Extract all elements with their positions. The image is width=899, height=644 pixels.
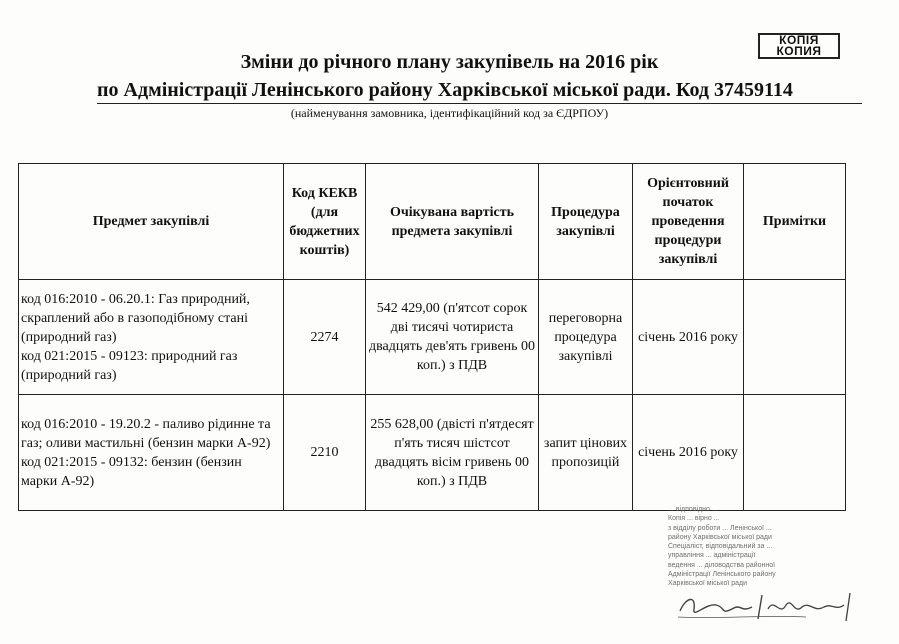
- registration-stamp: [668, 505, 868, 623]
- cell-notes: [744, 395, 846, 511]
- header-subject: Предмет закупівлі: [19, 164, 284, 280]
- subject-code-016: код 016:2010 - 06.20.1: Газ природний, скраплений або в газоподібному стані (природний газ): [21, 291, 250, 345]
- copy-stamp-line-ua: КОПІЯ: [779, 33, 819, 47]
- stamp-line: управління ... адміністрації: [668, 552, 756, 560]
- stamp-line: Харківської міської ради: [668, 580, 748, 588]
- stamp-line: ведення ... діловодства районної: [668, 561, 776, 569]
- stamp-line: Копія ... вірно ...: [668, 515, 720, 523]
- stamp-line: з відділу роботи ... Ленінської ...: [668, 524, 772, 532]
- cell-subject: [19, 280, 284, 395]
- table-row: [19, 395, 846, 511]
- cell-notes: [744, 280, 846, 395]
- customer-caption: (найменування замовника, ідентифікаційний код за ЄДРПОУ): [290, 106, 609, 120]
- subject-code-021: код 021:2015 - 09132: бензин (бензин марки А-92): [21, 454, 242, 489]
- cell-start: січень 2016 року: [633, 395, 744, 511]
- cell-start: січень 2016 року: [633, 280, 744, 395]
- header-notes: Примітки: [744, 164, 846, 280]
- cell-procedure: переговорна процедура закупівлі: [539, 280, 633, 395]
- cell-kekv: 2210: [284, 395, 366, 511]
- stamp-line: Адміністрації Ленінського району: [668, 571, 776, 579]
- subject-code-021: код 021:2015 - 09123: природний газ (природний газ): [21, 348, 238, 383]
- stamp-line: ... відповідно ...: [668, 506, 718, 513]
- cell-cost: 542 429,00 (п'ятсот сорок дві тисячі чотириста двадцять дев'ять гривень 00 коп.) з ПДВ: [366, 280, 539, 395]
- handwritten-signature: [676, 589, 866, 623]
- subject-code-016: код 016:2010 - 19.20.2 - паливо рідинне та газ; оливи мастильні (бензин марки А-92): [21, 416, 271, 451]
- header-kekv: Код КЕКВ (для бюджетних коштів): [284, 164, 366, 280]
- customer-name: по Адміністрації Ленінського району Харківської міської ради. Код 37459114: [97, 79, 793, 101]
- cell-cost: 255 628,00 (двісті п'ятдесят п'ять тисяч шістсот двадцять вісім гривень 00 коп.) з ПДВ: [366, 395, 539, 511]
- header-cost: Очікувана вартість предмета закупівлі: [366, 164, 539, 280]
- cell-subject: [19, 395, 284, 511]
- header-start: Орієнтовний початок проведення процедури закупівлі: [633, 164, 744, 280]
- table-row: [19, 280, 846, 395]
- document-title: Зміни до річного плану закупівель на 2016 рік: [240, 51, 659, 73]
- title-underline: [97, 103, 862, 104]
- procurement-plan-table: [18, 163, 846, 511]
- cell-kekv: 2274: [284, 280, 366, 395]
- table-header-row: [19, 164, 846, 280]
- header-procedure: Процедура закупівлі: [539, 164, 633, 280]
- cell-procedure: запит цінових пропозицій: [539, 395, 633, 511]
- copy-stamp-line-ru: КОПИЯ: [776, 44, 822, 58]
- stamp-line: Спеціаліст, відповідальний за ...: [668, 543, 773, 551]
- stamp-line: району Харківської міської ради: [668, 533, 772, 541]
